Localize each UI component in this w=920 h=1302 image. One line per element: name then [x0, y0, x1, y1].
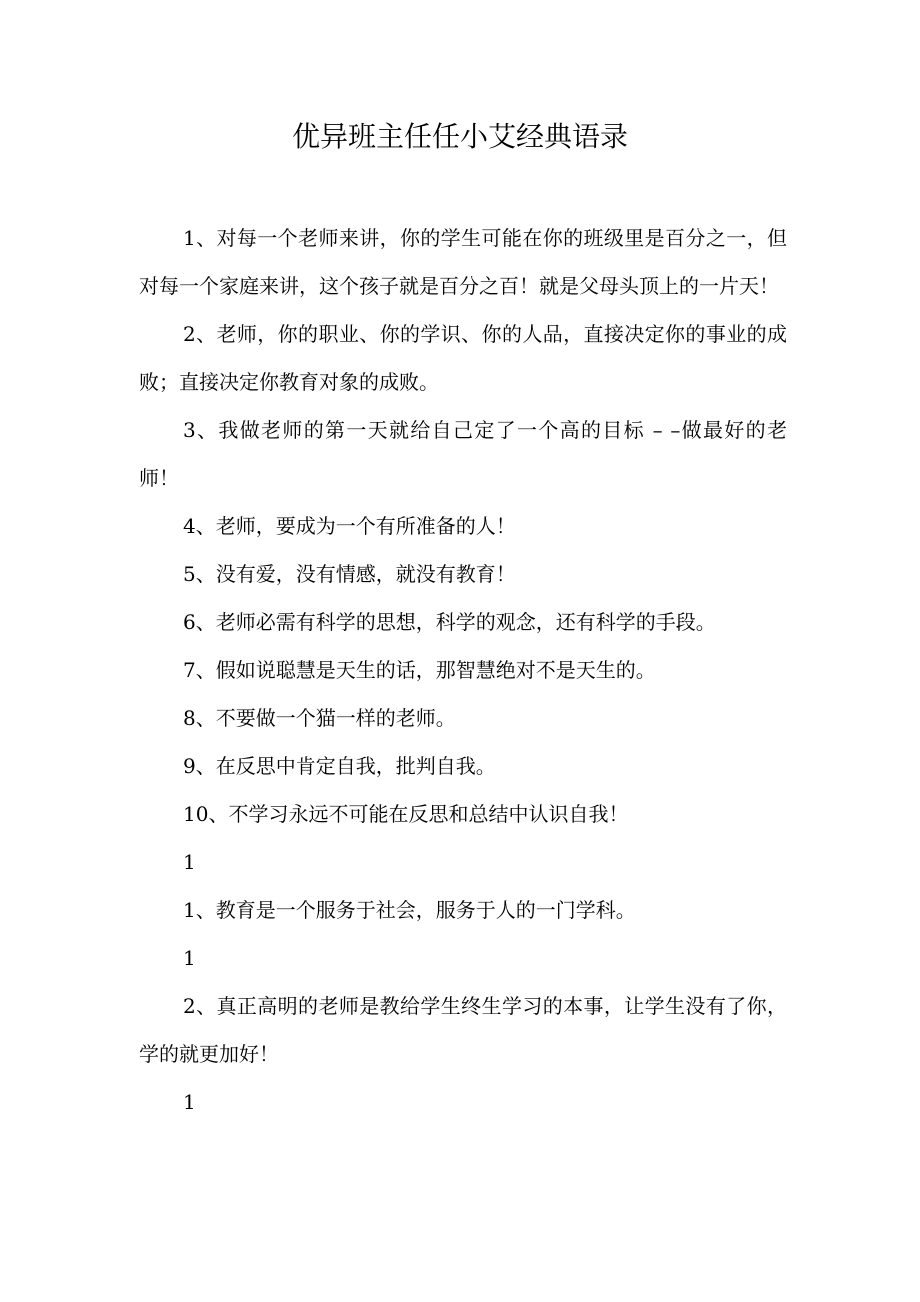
paragraph-2: 2、老师，你的职业、你的学识、你的人品，直接决定你的事业的成败；直接决定你教育对象的成败。	[139, 322, 787, 394]
paragraph-12: 1、教育是一个服务于社会，服务于人的一门学科。	[183, 898, 636, 922]
paragraph-9: 9、在反思中肯定自我，批判自我。	[183, 754, 496, 778]
paragraph-4: 4、老师，要成为一个有所准备的人！	[183, 514, 516, 538]
paragraph-5: 5、没有爱，没有情感，就没有教育！	[183, 562, 516, 586]
paragraph-10: 10、不学习永远不可能在反思和总结中认识自我！	[183, 802, 629, 826]
paragraph-3: 3、我做老师的第一天就给自己定了一个高的目标 – –做最好的老师！	[139, 418, 787, 490]
paragraph-8: 8、不要做一个猫一样的老师。	[183, 706, 456, 730]
paragraph-14: 2、真正高明的老师是教给学生终生学习的本事，让学生没有了你，学的就更加好！	[139, 994, 787, 1066]
paragraph-13: 1	[183, 946, 196, 970]
page-title: 优异班主任任小艾经典语录	[291, 120, 628, 153]
paragraph-6: 6、老师必需有科学的思想，科学的观念，还有科学的手段。	[183, 610, 716, 634]
paragraph-11: 1	[183, 850, 196, 874]
paragraph-1: 1、对每一个老师来讲，你的学生可能在你的班级里是百分之一，但对每一个家庭来讲，这个孩子就是百分之百！就是父母头顶上的一片天！	[139, 226, 787, 298]
document-body	[139, 214, 787, 1126]
paragraph-7: 7、假如说聪慧是天生的话，那智慧绝对不是天生的。	[183, 658, 656, 682]
paragraph-15: 1	[183, 1090, 196, 1114]
